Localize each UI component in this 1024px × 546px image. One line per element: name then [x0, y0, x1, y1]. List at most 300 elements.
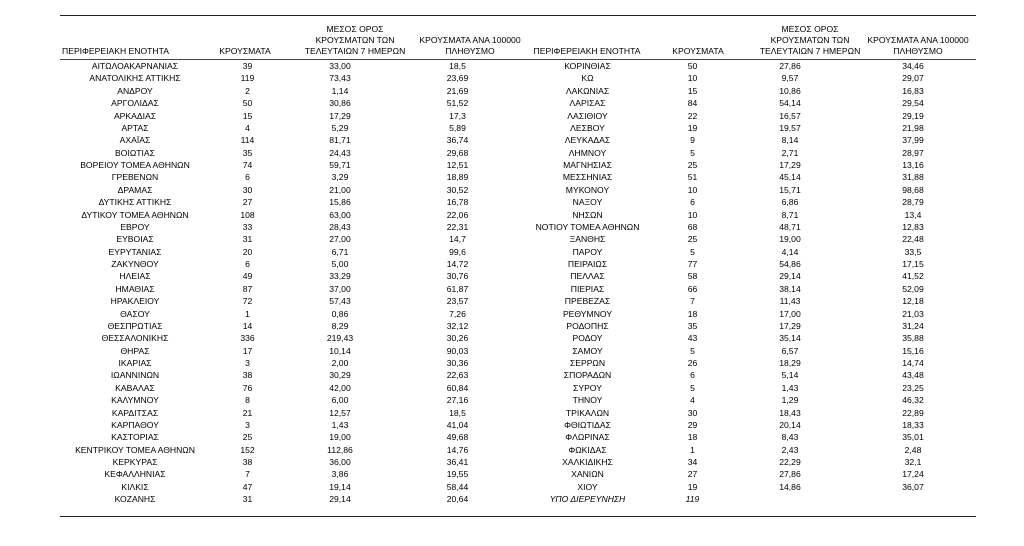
region-name-cell: ΓΡΕΒΕΝΩΝ: [111, 172, 159, 183]
value-cell: 31,24: [902, 320, 924, 331]
value-cell: 5,29: [331, 122, 349, 133]
region-name-cell: ΘΕΣΠΡΩΤΙΑΣ: [107, 320, 163, 331]
value-cell: 23,69: [446, 73, 469, 84]
region-name-cell: ΜΑΓΝΗΣΙΑΣ: [563, 160, 612, 170]
region-name-cell: ΗΛΕΙΑΣ: [119, 271, 151, 282]
top-rule: [60, 15, 976, 16]
value-cell: 14,86: [779, 481, 801, 492]
region-name-cell: ΠΡΕΒΕΖΑΣ: [564, 296, 611, 307]
value-cell: 66: [687, 283, 698, 294]
value-cell: 6,71: [331, 246, 349, 257]
table-row: [60, 382, 976, 394]
region-name-cell: ΣΕΡΡΩΝ: [569, 358, 606, 368]
region-name-cell: ΚΕΝΤΡΙΚΟΥ ΤΟΜΕΑ ΑΘΗΝΩΝ: [75, 444, 195, 455]
value-cell: 22,06: [446, 209, 469, 220]
table-row: [60, 419, 976, 431]
value-cell: 14,76: [446, 444, 469, 455]
value-cell: 33,29: [329, 271, 351, 282]
table-row: [60, 246, 976, 258]
table-row: [60, 85, 976, 97]
value-cell: 108: [240, 209, 255, 220]
value-cell: 49,68: [446, 432, 469, 443]
region-name-cell: ΜΕΣΣΗΝΙΑΣ: [562, 172, 613, 183]
region-name-cell: ΝΗΣΩΝ: [572, 209, 603, 220]
value-cell: 74: [242, 160, 253, 170]
region-name-cell: ΙΚΑΡΙΑΣ: [118, 358, 152, 368]
value-cell: 19,00: [779, 234, 801, 245]
value-cell: 15,86: [329, 197, 351, 208]
value-cell: 30,36: [446, 358, 469, 368]
region-name-cell: ΘΑΣΟΥ: [120, 308, 150, 319]
region-name-cell: ΙΩΑΝΝΙΝΩΝ: [110, 370, 160, 381]
value-cell: 51,52: [446, 98, 469, 109]
region-name-cell: ΑΡΓΟΛΙΔΑΣ: [111, 98, 159, 109]
value-cell: 11,43: [779, 296, 801, 307]
value-cell: 30,76: [446, 271, 469, 282]
value-cell: 26: [687, 358, 698, 368]
value-cell: 21,00: [329, 184, 351, 195]
value-cell: 32,1: [904, 457, 922, 467]
value-cell: 20,64: [446, 494, 469, 505]
header-rate-left: ΚΡΟΥΣΜΑΤΑ ΑΝΑ 100000 ΠΛΗΘΥΣΜΟ: [419, 35, 521, 56]
region-name-cell: ΧΑΝΙΩΝ: [571, 469, 604, 480]
value-cell: 49: [242, 271, 253, 282]
value-cell: 19,55: [446, 469, 469, 480]
value-cell: 14,7: [449, 234, 466, 245]
region-name-cell: ΛΑΚΩΝΙΑΣ: [565, 85, 610, 96]
value-cell: 39: [242, 61, 253, 71]
table-row: [60, 110, 976, 122]
value-cell: 2,43: [781, 444, 799, 455]
value-cell: 73,43: [329, 73, 351, 84]
value-cell: 7: [690, 296, 695, 307]
region-name-cell: ΑΧΑΪΑΣ: [119, 135, 151, 146]
value-cell: 77: [687, 259, 698, 269]
value-cell: 6: [690, 370, 695, 381]
value-cell: 61,87: [446, 283, 469, 294]
value-cell: 57,43: [329, 296, 351, 307]
value-cell: 76: [242, 382, 253, 393]
table-row: [60, 431, 976, 443]
value-cell: 21,03: [902, 308, 924, 319]
value-cell: 18,43: [779, 407, 801, 418]
value-cell: 34: [687, 457, 698, 467]
value-cell: 18: [687, 432, 698, 443]
value-cell: 19,14: [329, 481, 351, 492]
value-cell: 72: [242, 296, 253, 307]
value-cell: 8: [245, 395, 250, 406]
region-name-cell: ΝΑΞΟΥ: [572, 197, 603, 208]
value-cell: 17,3: [449, 110, 466, 121]
value-cell: 336: [240, 333, 255, 344]
value-cell: 21,98: [902, 122, 924, 133]
table-row: [60, 456, 976, 468]
value-cell: 17,29: [779, 320, 801, 331]
value-cell: 29,14: [329, 494, 351, 505]
value-cell: 36,74: [446, 135, 469, 146]
table-row: [60, 407, 976, 419]
value-cell: 18,5: [449, 61, 466, 71]
value-cell: 16,78: [446, 197, 469, 208]
region-name-cell: ΠΑΡΟΥ: [572, 246, 603, 257]
value-cell: 12,51: [446, 160, 469, 170]
value-cell: 12,57: [329, 407, 351, 418]
value-cell: 18: [687, 308, 698, 319]
table-row: [60, 184, 976, 196]
value-cell: 36,41: [446, 457, 469, 467]
value-cell: 6,57: [781, 345, 799, 356]
region-name-cell: ΣΑΜΟΥ: [572, 345, 603, 356]
header-avg-right: ΜΕΣΟΣ ΟΡΟΣ ΚΡΟΥΣΜΑΤΩΝ ΤΩΝ ΤΕΛΕΥΤΑΙΩΝ 7 ΗΜΕΡΩΝ: [759, 24, 861, 56]
value-cell: 15: [687, 85, 698, 96]
region-name-cell: ΥΠΟ ΔΙΕΡΕΥΝΗΣΗ: [549, 494, 626, 505]
table-row: [60, 369, 976, 381]
table-row: [60, 147, 976, 159]
value-cell: 37,00: [329, 283, 351, 294]
value-cell: 3: [245, 358, 250, 368]
value-cell: 6: [245, 172, 250, 183]
value-cell: 0,86: [331, 308, 349, 319]
value-cell: 81,71: [329, 135, 351, 146]
value-cell: 27,00: [329, 234, 351, 245]
value-cell: 19: [687, 122, 698, 133]
table-row: [60, 283, 976, 295]
value-cell: 12,18: [902, 296, 924, 307]
value-cell: 30,86: [329, 98, 351, 109]
value-cell: 38,14: [779, 283, 801, 294]
value-cell: 46,32: [902, 395, 924, 406]
value-cell: 3,86: [331, 469, 349, 480]
value-cell: 2: [245, 85, 250, 96]
table-row: [60, 345, 976, 357]
region-name-cell: ΠΕΙΡΑΙΩΣ: [567, 259, 608, 269]
header-rate-right: ΚΡΟΥΣΜΑΤΑ ΑΝΑ 100000 ΠΛΗΘΥΣΜΟ: [867, 35, 969, 56]
value-cell: 35: [687, 320, 698, 331]
value-cell: 29,14: [779, 271, 801, 282]
value-cell: 35,01: [902, 432, 924, 443]
value-cell: 6: [690, 197, 695, 208]
region-name-cell: ΡΟΔΟΥ: [572, 333, 603, 344]
value-cell: 35,88: [902, 333, 924, 344]
region-name-cell: ΧΙΟΥ: [577, 481, 598, 492]
table-row: [60, 308, 976, 320]
value-cell: 54,86: [779, 259, 801, 269]
value-cell: 7: [245, 469, 250, 480]
value-cell: 22,63: [446, 370, 469, 381]
region-name-cell: ΕΥΡΥΤΑΝΙΑΣ: [108, 246, 162, 257]
value-cell: 8,29: [331, 320, 349, 331]
value-cell: 30: [242, 184, 253, 195]
value-cell: 22,29: [779, 457, 801, 467]
value-cell: 27,86: [779, 61, 801, 71]
value-cell: 42,00: [329, 382, 351, 393]
table-row: [60, 60, 976, 72]
header-cases-left: ΚΡΟΥΣΜΑΤΑ: [219, 46, 271, 56]
table-row: [60, 481, 976, 493]
value-cell: 34,46: [902, 61, 924, 71]
value-cell: 28,43: [329, 221, 351, 232]
value-cell: 37,99: [902, 135, 924, 146]
value-cell: 50: [687, 61, 698, 71]
region-name-cell: ΖΑΚΥΝΘΟΥ: [111, 259, 159, 269]
value-cell: 30,29: [329, 370, 351, 381]
table-row: [60, 122, 976, 134]
value-cell: 5,00: [331, 259, 349, 269]
header-cases-right: ΚΡΟΥΣΜΑΤΑ: [672, 46, 724, 56]
region-name-cell: ΕΥΒΟΙΑΣ: [116, 234, 154, 245]
table-row: [60, 295, 976, 307]
region-name-cell: ΚΕΡΚΥΡΑΣ: [112, 457, 158, 467]
region-name-cell: ΗΜΑΘΙΑΣ: [115, 283, 155, 294]
table-row: [60, 394, 976, 406]
value-cell: 41,04: [446, 419, 469, 430]
table-row: [60, 134, 976, 146]
value-cell: 119: [240, 73, 255, 84]
value-cell: 5: [690, 147, 695, 158]
region-name-cell: ΚΑΛΥΜΝΟΥ: [111, 395, 159, 406]
region-name-cell: ΝΟΤΙΟΥ ΤΟΜΕΑ ΑΘΗΝΩΝ: [535, 221, 640, 232]
value-cell: 22,89: [902, 407, 924, 418]
value-cell: 29,68: [446, 147, 469, 158]
value-cell: 27,86: [779, 469, 801, 480]
value-cell: 1: [245, 308, 250, 319]
value-cell: 43: [687, 333, 698, 344]
covid-cases-table: [60, 60, 976, 506]
value-cell: 6: [245, 259, 250, 269]
bottom-rule: [60, 516, 976, 517]
value-cell: 13,16: [902, 160, 924, 170]
value-cell: 23,25: [902, 382, 924, 393]
value-cell: 32,12: [446, 320, 469, 331]
value-cell: 36,07: [902, 481, 924, 492]
value-cell: 23,57: [446, 296, 469, 307]
value-cell: 14,74: [902, 358, 924, 368]
table-row: [60, 97, 976, 109]
value-cell: 19: [687, 481, 698, 492]
region-name-cell: ΠΕΛΛΑΣ: [570, 271, 605, 282]
value-cell: 25: [687, 234, 698, 245]
value-cell: 19,57: [779, 122, 801, 133]
value-cell: 17,29: [779, 160, 801, 170]
table-row: [60, 468, 976, 480]
value-cell: 15,16: [902, 345, 924, 356]
region-name-cell: ΒΟΙΩΤΙΑΣ: [115, 147, 155, 158]
value-cell: 19,00: [329, 432, 351, 443]
value-cell: 33,00: [329, 61, 351, 71]
value-cell: 10: [687, 184, 698, 195]
value-cell: 219,43: [326, 333, 354, 344]
region-name-cell: ΚΕΦΑΛΛΗΝΙΑΣ: [104, 469, 166, 480]
region-name-cell: ΤΗΝΟΥ: [572, 395, 603, 406]
region-name-cell: ΔΡΑΜΑΣ: [117, 184, 153, 195]
value-cell: 10,86: [779, 85, 801, 96]
value-cell: 21: [242, 407, 253, 418]
value-cell: 18,29: [779, 358, 801, 368]
value-cell: [730, 493, 850, 505]
region-name-cell: ΑΝΑΤΟΛΙΚΗΣ ΑΤΤΙΚΗΣ: [89, 73, 181, 84]
value-cell: 51: [687, 172, 698, 183]
value-cell: 119: [685, 494, 700, 505]
region-name-cell: ΘΗΡΑΣ: [120, 345, 150, 356]
value-cell: 87: [242, 283, 253, 294]
region-name-cell: ΡΟΔΟΠΗΣ: [566, 320, 609, 331]
value-cell: 5: [690, 345, 695, 356]
region-name-cell: ΚΟΡΙΝΘΙΑΣ: [564, 61, 611, 71]
value-cell: 30,52: [446, 184, 469, 195]
table-row: [60, 493, 976, 505]
value-cell: 2,48: [904, 444, 922, 455]
value-cell: 90,03: [446, 345, 469, 356]
value-cell: 16,83: [902, 85, 924, 96]
region-name-cell: ΧΑΛΚΙΔΙΚΗΣ: [562, 457, 613, 467]
value-cell: 84: [687, 98, 698, 109]
region-name-cell: ΚΑΡΔΙΤΣΑΣ: [111, 407, 159, 418]
table-row: [60, 72, 976, 84]
value-cell: 24,43: [329, 147, 351, 158]
value-cell: 114: [240, 135, 255, 146]
value-cell: 6,00: [331, 395, 349, 406]
value-cell: 63,00: [329, 209, 351, 220]
region-name-cell: ΚΑΒΑΛΑΣ: [115, 382, 155, 393]
region-name-cell: ΚΙΛΚΙΣ: [121, 481, 149, 492]
value-cell: 29: [687, 419, 698, 430]
value-cell: 58,44: [446, 481, 469, 492]
value-cell: 10: [687, 209, 698, 220]
region-name-cell: ΔΥΤΙΚΗΣ ΑΤΤΙΚΗΣ: [98, 197, 172, 208]
value-cell: 25: [242, 432, 253, 443]
value-cell: 5: [690, 246, 695, 257]
value-cell: 22: [687, 110, 698, 121]
table-row: [60, 159, 976, 171]
table-row: [60, 258, 976, 270]
value-cell: 4,14: [781, 246, 799, 257]
value-cell: 22,48: [902, 234, 924, 245]
table-row: [60, 221, 976, 233]
value-cell: 29,19: [902, 110, 924, 121]
value-cell: 28,79: [902, 197, 924, 208]
value-cell: 14,72: [446, 259, 469, 269]
value-cell: 18,5: [449, 407, 466, 418]
value-cell: 1,43: [781, 382, 799, 393]
table-row: [60, 196, 976, 208]
value-cell: 58: [687, 271, 698, 282]
value-cell: 48,71: [779, 221, 801, 232]
value-cell: 4: [245, 122, 250, 133]
value-cell: 1,29: [781, 395, 799, 406]
region-name-cell: ΚΑΡΠΑΘΟΥ: [111, 419, 159, 430]
value-cell: 30,26: [446, 333, 469, 344]
value-cell: 1: [690, 444, 695, 455]
region-name-cell: ΠΙΕΡΙΑΣ: [570, 283, 605, 294]
value-cell: 21,69: [446, 85, 469, 96]
value-cell: 14: [242, 320, 253, 331]
region-name-cell: ΛΗΜΝΟΥ: [568, 147, 607, 158]
region-name-cell: ΑΙΤΩΛΟΑΚΑΡΝΑΝΙΑΣ: [91, 61, 179, 71]
region-name-cell: ΤΡΙΚΑΛΩΝ: [565, 407, 610, 418]
region-name-cell: ΚΟΖΑΝΗΣ: [114, 494, 156, 505]
region-name-cell: ΦΛΩΡΙΝΑΣ: [565, 432, 610, 443]
value-cell: 31: [242, 234, 253, 245]
value-cell: 59,71: [329, 160, 351, 170]
value-cell: 10,14: [329, 345, 351, 356]
value-cell: 15,71: [779, 184, 801, 195]
header-avg-left: ΜΕΣΟΣ ΟΡΟΣ ΚΡΟΥΣΜΑΤΩΝ ΤΩΝ ΤΕΛΕΥΤΑΙΩΝ 7 ΗΜΕΡΩΝ: [304, 24, 406, 56]
value-cell: 68: [687, 221, 698, 232]
value-cell: 52,09: [902, 283, 924, 294]
value-cell: 15: [242, 110, 253, 121]
region-name-cell: ΑΡΤΑΣ: [121, 122, 149, 133]
region-name-cell: ΛΑΡΙΣΑΣ: [569, 98, 606, 109]
region-name-cell: ΚΩ: [581, 73, 594, 84]
region-name-cell: ΣΥΡΟΥ: [573, 382, 602, 393]
value-cell: 17,24: [902, 469, 924, 480]
value-cell: 10: [687, 73, 698, 84]
value-cell: 17,29: [329, 110, 351, 121]
value-cell: 35,14: [779, 333, 801, 344]
table-body: [60, 60, 976, 506]
value-cell: 47: [242, 481, 253, 492]
value-cell: 99,6: [449, 246, 466, 257]
value-cell: 5: [690, 382, 695, 393]
value-cell: 8,71: [781, 209, 799, 220]
value-cell: 13,4: [904, 209, 922, 220]
value-cell: 9: [690, 135, 695, 146]
table-row: [60, 171, 976, 183]
region-name-cell: ΛΕΥΚΑΔΑΣ: [564, 135, 611, 146]
value-cell: 31: [242, 494, 253, 505]
region-name-cell: ΜΥΚΟΝΟΥ: [565, 184, 610, 195]
value-cell: [850, 493, 976, 505]
value-cell: 27,16: [446, 395, 469, 406]
value-cell: 2,00: [331, 358, 349, 368]
value-cell: 98,68: [902, 184, 924, 195]
table-row: [60, 444, 976, 456]
value-cell: 4: [690, 395, 695, 406]
region-name-cell: ΣΠΟΡΑΔΩΝ: [563, 370, 612, 381]
value-cell: 38: [242, 370, 253, 381]
value-cell: 152: [240, 444, 255, 455]
value-cell: 29,54: [902, 98, 924, 109]
value-cell: 29,07: [902, 73, 924, 84]
table-row: [60, 270, 976, 282]
value-cell: 60,84: [446, 382, 469, 393]
value-cell: 54,14: [779, 98, 801, 109]
value-cell: 28,97: [902, 147, 924, 158]
value-cell: 6,86: [781, 197, 799, 208]
value-cell: 36,00: [329, 457, 351, 467]
value-cell: 38: [242, 457, 253, 467]
region-name-cell: ΒΟΡΕΙΟΥ ΤΟΜΕΑ ΑΘΗΝΩΝ: [80, 160, 190, 170]
table-row: [60, 233, 976, 245]
region-name-cell: ΦΩΚΙΔΑΣ: [568, 444, 607, 455]
value-cell: 17: [242, 345, 253, 356]
value-cell: 17,00: [779, 308, 801, 319]
table-row: [60, 357, 976, 369]
value-cell: 20: [242, 246, 253, 257]
value-cell: 9,57: [781, 73, 799, 84]
value-cell: 41,52: [902, 271, 924, 282]
region-name-cell: ΚΑΣΤΟΡΙΑΣ: [111, 432, 159, 443]
value-cell: 20,14: [779, 419, 801, 430]
region-name-cell: ΛΕΣΒΟΥ: [570, 122, 605, 133]
value-cell: 31,88: [902, 172, 924, 183]
region-name-cell: ΑΝΔΡΟΥ: [117, 85, 153, 96]
region-name-cell: ΕΒΡΟΥ: [120, 221, 150, 232]
value-cell: 16,57: [779, 110, 801, 121]
value-cell: 1,14: [331, 85, 349, 96]
value-cell: 3: [245, 419, 250, 430]
value-cell: 25: [687, 160, 698, 170]
